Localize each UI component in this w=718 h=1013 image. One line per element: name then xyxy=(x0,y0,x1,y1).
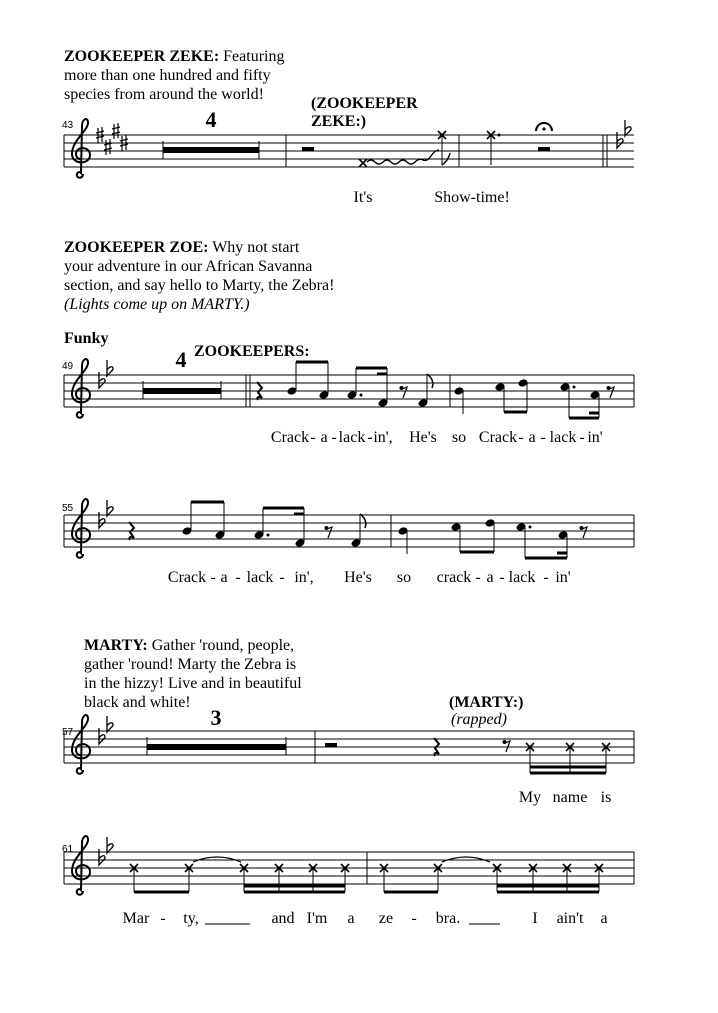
lyrics-line xyxy=(168,569,571,586)
dialogue-line: section, and say hello to Marty, the Zebra! xyxy=(64,277,335,294)
lyric-hyphen: - xyxy=(235,569,241,586)
notes-measure xyxy=(380,857,603,892)
multirest-count: 4 xyxy=(175,347,187,372)
treble-clef-icon xyxy=(72,359,90,418)
key-signature-sharps xyxy=(96,123,128,155)
dialogue-line: species from around the world! xyxy=(64,86,264,103)
lyric-syllable: in', xyxy=(294,569,314,586)
notes-measure xyxy=(398,518,587,558)
lyric-syllable: He's xyxy=(344,569,372,586)
speaker-name: ZOOKEEPER ZOE: xyxy=(64,239,209,256)
speaker-name: MARTY: xyxy=(84,637,148,654)
lyric-syllable: name xyxy=(552,789,588,806)
staff xyxy=(64,515,634,547)
lyric-hyphen: - xyxy=(331,429,337,446)
key-signature-flats xyxy=(99,716,113,744)
lyric-syllable: crack xyxy=(436,569,472,586)
tempo-marking: Funky xyxy=(64,330,109,347)
glissando-line xyxy=(367,150,439,164)
x-notehead xyxy=(359,159,367,167)
multirest-bar xyxy=(163,147,259,153)
system-4 xyxy=(62,637,634,806)
lyric-syllable: and xyxy=(271,910,295,927)
measure-number: 49 xyxy=(62,361,74,372)
lyric-syllable: in', xyxy=(373,429,393,446)
system-1 xyxy=(62,48,634,206)
lyric-syllable: lack xyxy=(338,429,366,446)
system-3 xyxy=(62,499,634,586)
lyrics-line xyxy=(271,429,603,446)
treble-clef-icon xyxy=(72,836,90,895)
lyric-syllable: Show-time! xyxy=(434,189,510,206)
notes-measure xyxy=(129,502,366,548)
stage-direction: (Lights come up on MARTY.) xyxy=(64,296,250,313)
treble-clef-icon xyxy=(72,499,90,558)
half-rest xyxy=(302,147,314,151)
lyric-syllable: so xyxy=(451,429,467,446)
measure-number: 55 xyxy=(62,503,74,514)
speaker-name: ZOOKEEPER ZEKE: xyxy=(64,48,220,65)
multirest-bar xyxy=(143,388,221,394)
cue-label: (MARTY:) xyxy=(449,694,524,711)
notes-measure xyxy=(257,362,433,408)
multirest-count: 3 xyxy=(210,705,222,730)
dialogue-line: in the hizzy! Live and in beautiful xyxy=(84,675,302,692)
measure-number: 61 xyxy=(62,844,74,855)
dialogue-marty: MARTY: Gather 'round, people, xyxy=(84,637,295,654)
lyrics-line xyxy=(123,910,608,927)
lyric-hyphen: - xyxy=(518,429,524,446)
lyric-syllable: I'm xyxy=(306,910,328,927)
dialogue-zoe: ZOOKEEPER ZOE: Why not start xyxy=(64,239,300,256)
lyric-syllable: ze xyxy=(378,910,394,927)
lyric-syllable: a xyxy=(320,429,328,446)
lyric-hyphen: - xyxy=(367,429,373,446)
lyric-syllable: bra. xyxy=(435,910,461,927)
lyric-syllable: so xyxy=(396,569,412,586)
lyric-hyphen: - xyxy=(579,429,585,446)
lyric-hyphen: - xyxy=(310,429,316,446)
lyric-syllable: I xyxy=(532,910,538,927)
lyric-syllable: lack xyxy=(549,429,577,446)
dialogue-line: your adventure in our African Savanna xyxy=(64,258,313,275)
lyric-syllable: ty, xyxy=(183,910,199,927)
dialogue-line: gather 'round! Marty the Zebra is xyxy=(84,656,297,673)
treble-clef-icon xyxy=(72,119,90,178)
key-signature-flats xyxy=(99,837,113,865)
cue-label: (ZOOKEEPER xyxy=(311,95,418,112)
lyric-syllable: a xyxy=(486,569,494,586)
lyric-syllable: is xyxy=(600,789,612,806)
lyric-syllable: He's xyxy=(409,429,437,446)
key-signature-flats xyxy=(99,360,113,388)
system-2 xyxy=(62,239,634,446)
performance-direction: (rapped) xyxy=(451,711,507,728)
lyric-syllable: in' xyxy=(555,569,571,586)
staff xyxy=(64,852,634,884)
lyric-syllable: a xyxy=(220,569,228,586)
lyric-syllable: a xyxy=(347,910,355,927)
lyric-hyphen: - xyxy=(210,569,216,586)
half-rest xyxy=(538,147,550,151)
lyric-syllable: It's xyxy=(353,189,373,206)
dialogue-line: black and white! xyxy=(84,694,191,711)
lyric-syllable: Mar xyxy=(122,910,150,927)
lyric-hyphen: - xyxy=(540,429,546,446)
lyric-hyphen: - xyxy=(475,569,481,586)
measure-number: 57 xyxy=(62,727,74,738)
notes-measure xyxy=(130,857,349,892)
system-5 xyxy=(62,836,634,927)
cue-label: ZEKE:) xyxy=(311,113,367,130)
cue-label: ZOOKEEPERS: xyxy=(194,343,310,360)
dialogue-line: more than one hundred and fifty xyxy=(64,67,271,84)
treble-clef-icon xyxy=(72,715,90,774)
dialogue-zeke: ZOOKEEPER ZEKE: Featuring xyxy=(64,48,285,65)
lyric-hyphen: - xyxy=(279,569,285,586)
lyric-hyphen: - xyxy=(160,910,166,927)
lyric-syllable: My xyxy=(518,789,542,806)
lyric-hyphen: - xyxy=(543,569,549,586)
lyric-syllable: Crack xyxy=(478,429,518,446)
multirest-bar xyxy=(147,744,286,750)
lyric-syllable: lack xyxy=(246,569,274,586)
notes-measure xyxy=(454,378,614,418)
key-signature-flats xyxy=(99,500,113,528)
lyric-hyphen: - xyxy=(411,910,417,927)
lyric-syllable: a xyxy=(600,910,608,927)
lyric-syllable: Crack xyxy=(167,569,207,586)
lyric-syllable: in' xyxy=(587,429,603,446)
lyric-syllable: Crack xyxy=(270,429,310,446)
measure-number: 43 xyxy=(62,120,74,131)
lyric-syllable: ain't xyxy=(556,910,584,927)
lyric-hyphen: - xyxy=(499,569,505,586)
lyric-syllable: lack xyxy=(508,569,536,586)
key-signature-flats xyxy=(617,120,631,148)
multirest-count: 4 xyxy=(205,107,217,132)
lyric-syllable: a xyxy=(528,429,536,446)
